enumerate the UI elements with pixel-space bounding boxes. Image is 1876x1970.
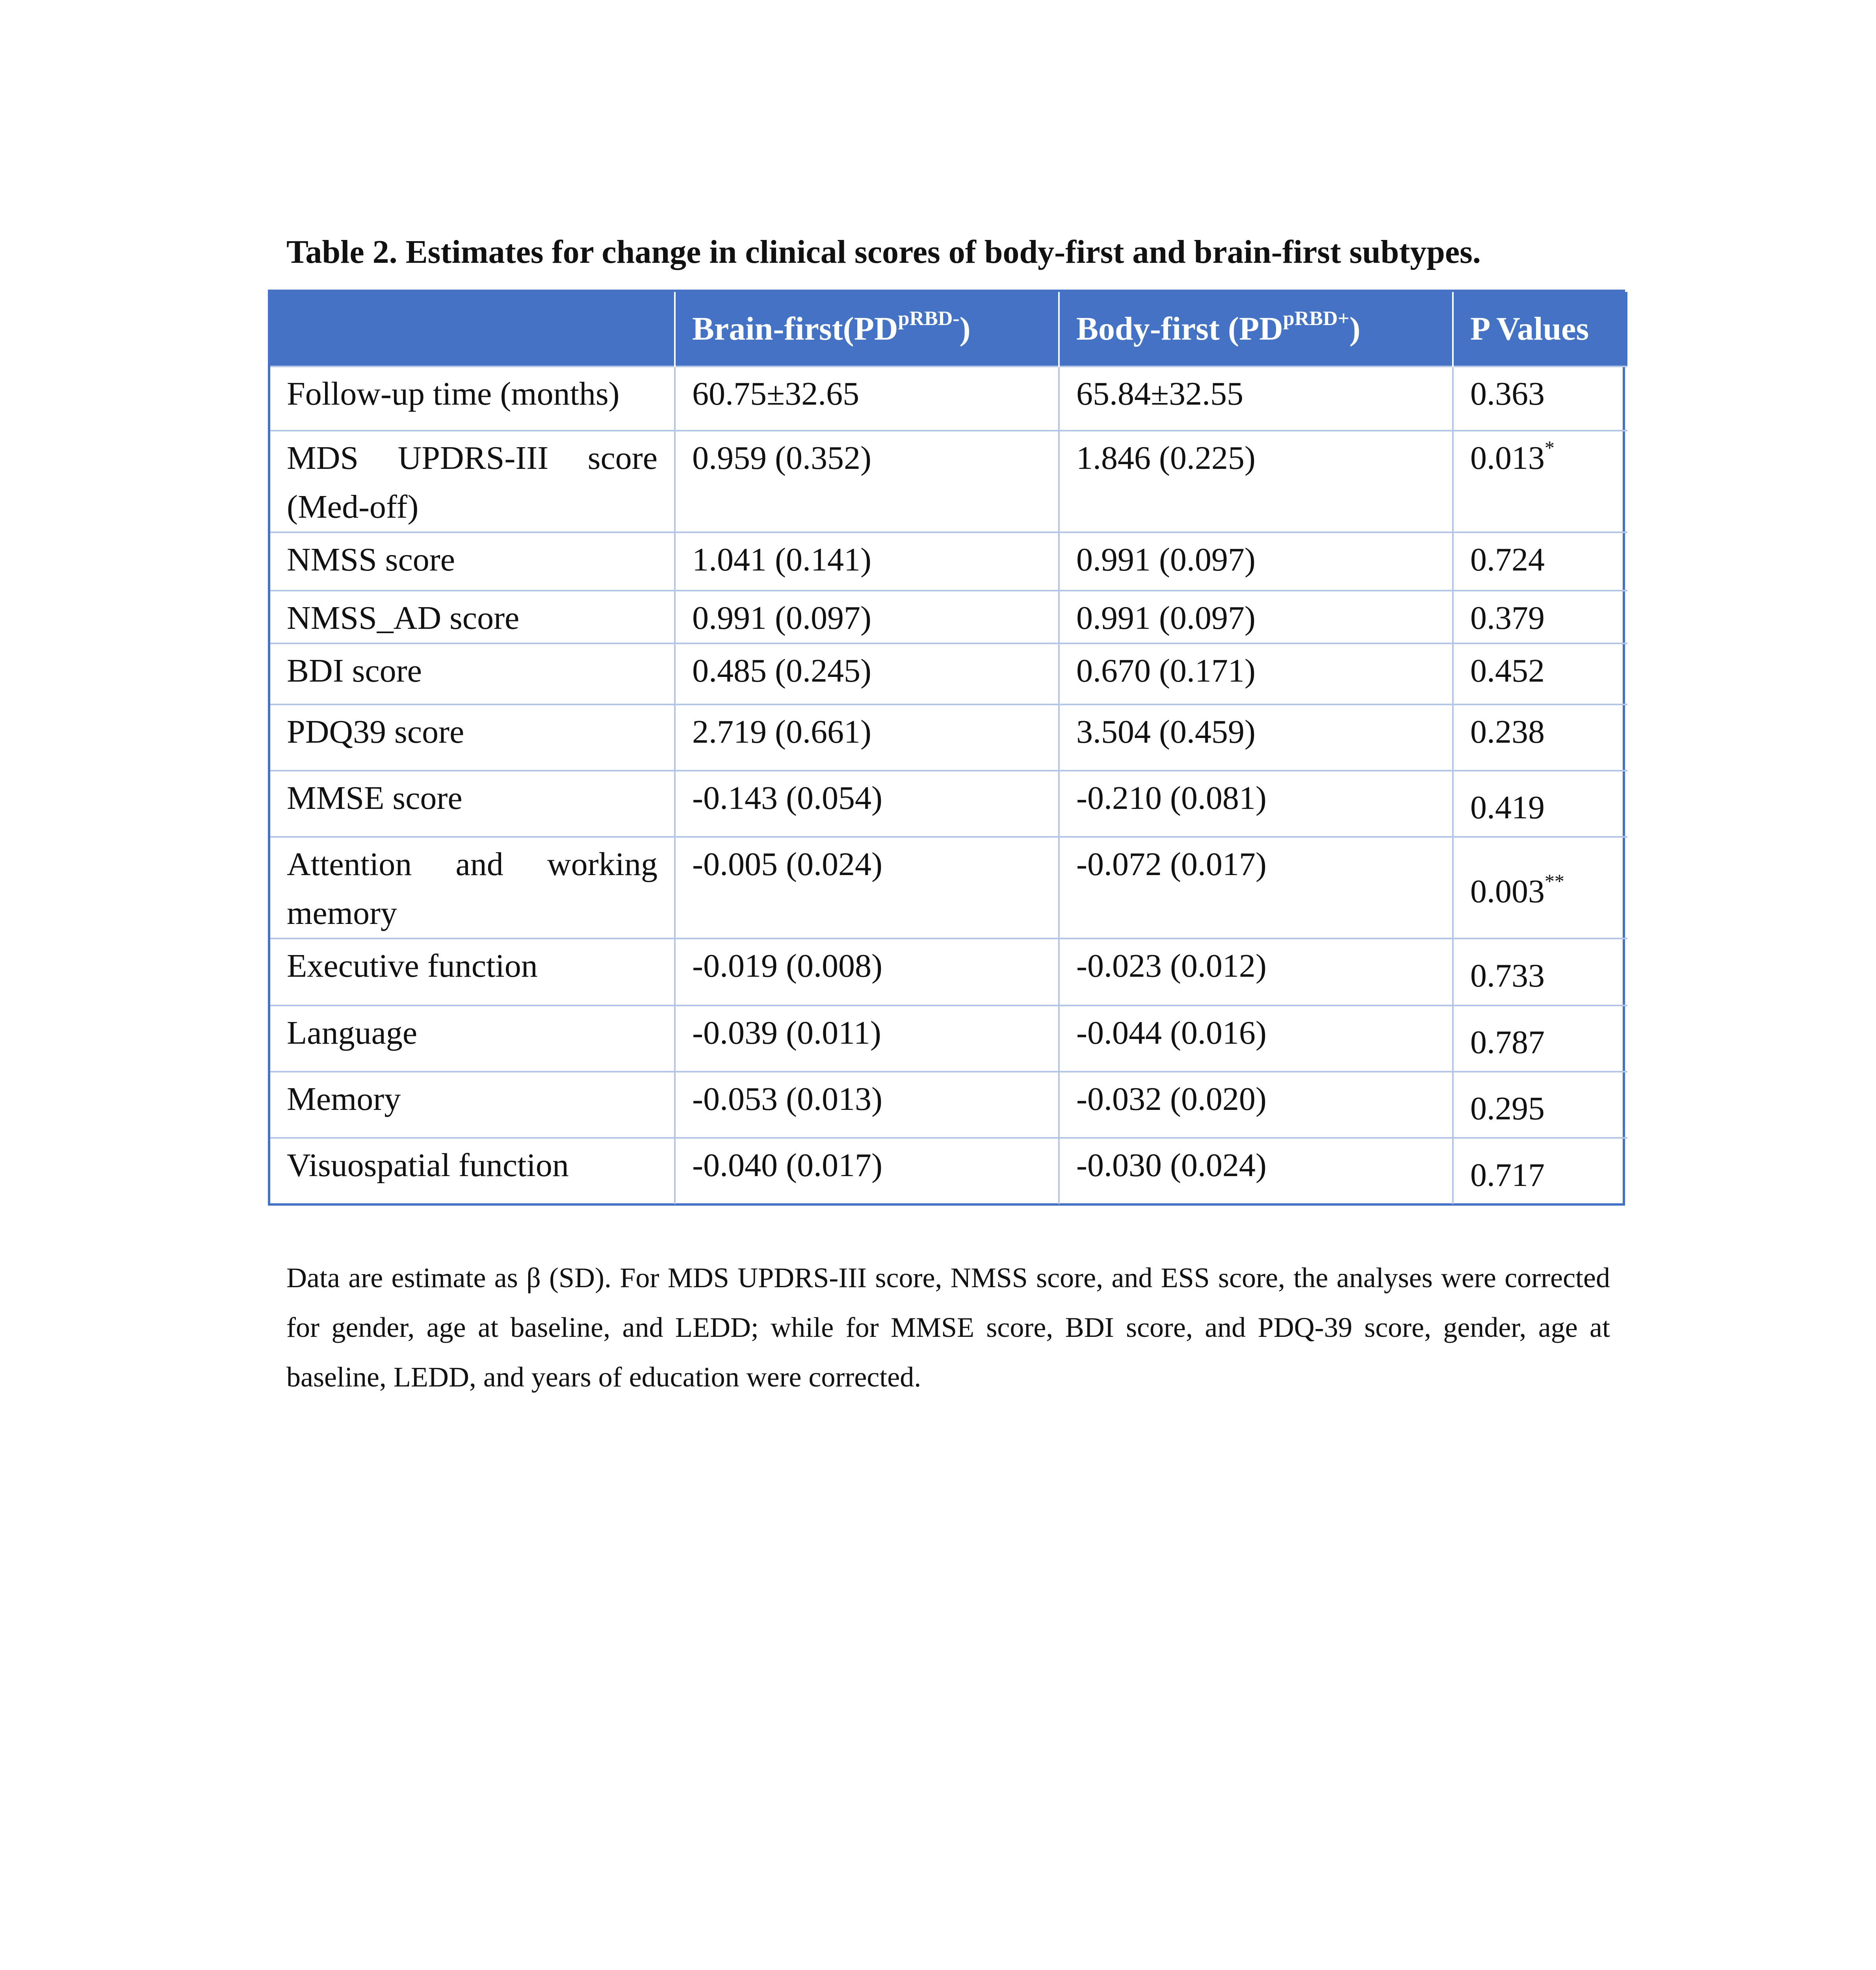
row-label-cell: Language (270, 1005, 675, 1072)
body-first-cell: 0.670 (0.171) (1059, 643, 1453, 704)
p-value-text: 0.724 (1470, 541, 1545, 578)
row-label-cell: MDS UPDRS-III score (Med-off) (270, 431, 675, 532)
header-cell-body-first: Body-first $(PD^{pRBD+})$ (1059, 292, 1453, 366)
row-label-cell: NMSS_AD score (270, 591, 675, 643)
table-row (270, 532, 1627, 591)
p-value-text: 0.238 (1470, 714, 1545, 750)
p-value-text: 0.363 (1470, 375, 1545, 412)
brain-first-cell: -0.005 (0.024) (675, 837, 1059, 939)
header-cell-brain-first: Brain-$first(PD^{pRBD-})$ (675, 292, 1059, 366)
p-value-cell (1453, 532, 1627, 591)
body-first-cell: 3.504 (0.459) (1059, 704, 1453, 771)
brain-first-cell: 60.75±32.65 (675, 366, 1059, 431)
significance-marker: ** (1545, 870, 1564, 892)
p-value-cell (1453, 704, 1627, 771)
table-row (270, 366, 1627, 431)
brain-first-cell: -0.040 (0.017) (675, 1138, 1059, 1204)
p-value-cell (1453, 939, 1627, 1005)
table-row (270, 591, 1627, 643)
body-first-cell: 1.846 (0.225) (1059, 431, 1453, 532)
row-label-cell: Memory (270, 1072, 675, 1138)
row-label-cell: Attention and working memory (270, 837, 675, 939)
p-value-text: 0.419 (1470, 789, 1545, 826)
table-header-row (270, 292, 1627, 366)
row-label-cell: MMSE score (270, 771, 675, 837)
brain-first-cell: 1.041 (0.141) (675, 532, 1059, 591)
p-value-text: 0.379 (1470, 600, 1545, 636)
row-label-cell: Follow-up time (months) (270, 366, 675, 431)
body-first-cell: -0.030 (0.024) (1059, 1138, 1453, 1204)
row-label-cell: BDI score (270, 643, 675, 704)
p-value-text: 0.013 (1470, 440, 1545, 476)
table-row (270, 1005, 1627, 1072)
p-value-text: 0.717 (1470, 1157, 1545, 1193)
p-value-cell (1453, 1072, 1627, 1138)
brain-first-cell: 0.959 (0.352) (675, 431, 1059, 532)
table-row (270, 1138, 1627, 1204)
table-row (270, 771, 1627, 837)
brain-first-cell: 2.719 (0.661) (675, 704, 1059, 771)
p-value-cell (1453, 431, 1627, 532)
table-row (270, 837, 1627, 939)
table-footnote: Data are estimate as β (SD). For MDS UPDRS-III score, NMSS score, and ESS score, the analyses were corrected for gender, age at baseline, and LEDD; while for MMSE score, BDI score, and PDQ-39 score, gender, age at baseline, LEDD, and years of education were corrected. (286, 1262, 1610, 1393)
table-row (270, 1072, 1627, 1138)
p-value-cell (1453, 366, 1627, 431)
body-first-cell: -0.023 (0.012) (1059, 939, 1453, 1005)
results-table (268, 290, 1625, 1206)
brain-first-cell: 0.485 (0.245) (675, 643, 1059, 704)
row-label-cell: PDQ39 score (270, 704, 675, 771)
p-value-text: 0.733 (1470, 957, 1545, 994)
p-value-cell (1453, 837, 1627, 939)
p-value-text: 0.003 (1470, 873, 1545, 910)
table-row (270, 704, 1627, 771)
p-value-text: 0.295 (1470, 1090, 1545, 1127)
row-label-cell: Executive function (270, 939, 675, 1005)
p-value-cell (1453, 591, 1627, 643)
body-first-cell: 0.991 (0.097) (1059, 532, 1453, 591)
table-caption: Table 2. Estimates for change in clinical scores of body-first and brain-first subtypes. (286, 234, 1481, 270)
p-value-cell (1453, 771, 1627, 837)
brain-first-cell: -0.019 (0.008) (675, 939, 1059, 1005)
header-cell-p-values: P Values (1453, 292, 1627, 366)
brain-first-cell: -0.053 (0.013) (675, 1072, 1059, 1138)
table-row (270, 939, 1627, 1005)
p-value-cell (1453, 1005, 1627, 1072)
brain-first-cell: -0.143 (0.054) (675, 771, 1059, 837)
brain-first-cell: 0.991 (0.097) (675, 591, 1059, 643)
p-value-cell (1453, 643, 1627, 704)
body-first-cell: 0.991 (0.097) (1059, 591, 1453, 643)
body-first-cell: -0.044 (0.016) (1059, 1005, 1453, 1072)
p-value-text: 0.787 (1470, 1024, 1545, 1061)
p-value-cell (1453, 1138, 1627, 1204)
row-label-cell: NMSS score (270, 532, 675, 591)
table-row (270, 643, 1627, 704)
table-row (270, 431, 1627, 532)
header-cell-empty (270, 292, 675, 366)
body-first-cell: 65.84±32.55 (1059, 366, 1453, 431)
p-value-text: 0.452 (1470, 652, 1545, 689)
row-label-cell: Visuospatial function (270, 1138, 675, 1204)
significance-marker: * (1545, 437, 1555, 459)
body-first-cell: -0.072 (0.017) (1059, 837, 1453, 939)
brain-first-cell: -0.039 (0.011) (675, 1005, 1059, 1072)
body-first-cell: -0.032 (0.020) (1059, 1072, 1453, 1138)
body-first-cell: -0.210 (0.081) (1059, 771, 1453, 837)
